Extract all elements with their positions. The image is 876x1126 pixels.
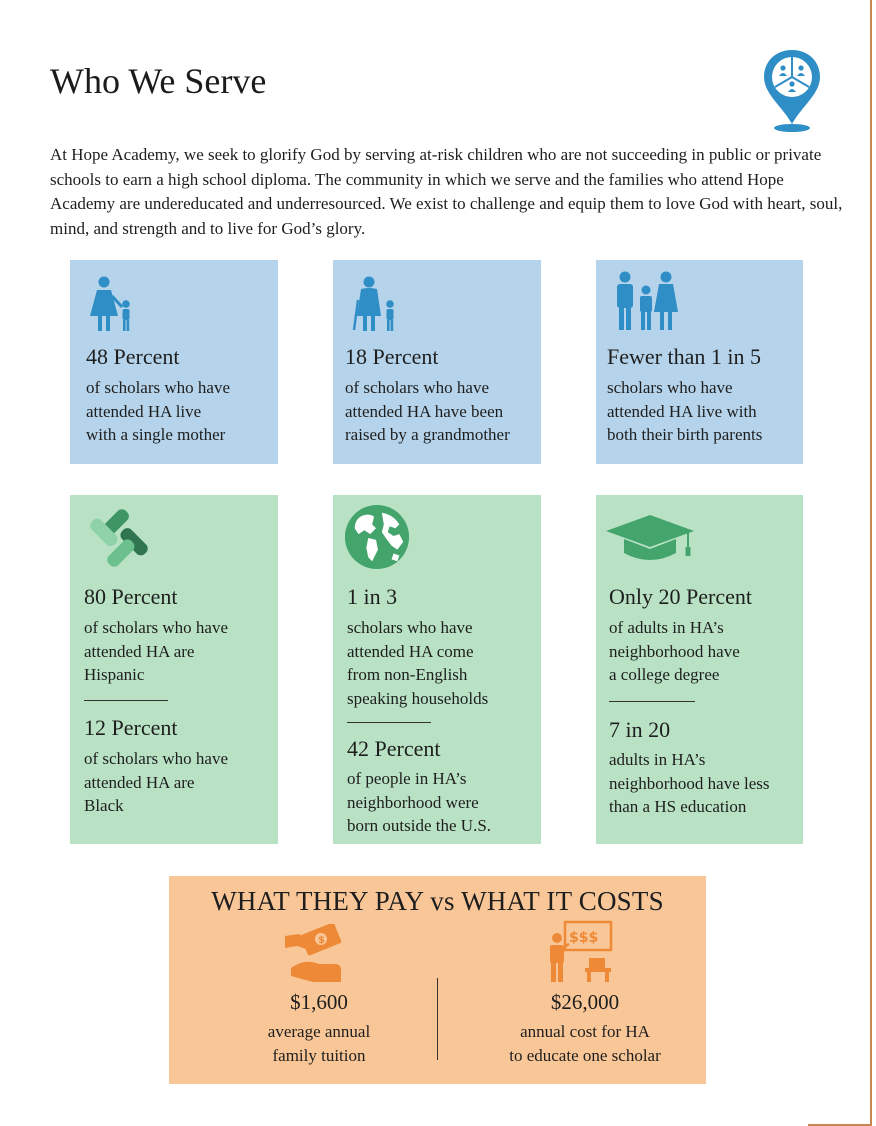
mother-child-icon — [88, 276, 138, 332]
stat-value-secondary: 7 in 20 — [609, 717, 671, 742]
svg-text:$: $ — [318, 935, 325, 946]
stat-value: Fewer than 1 in 5 — [607, 344, 761, 369]
desc-line: raised by a grandmother — [345, 425, 510, 444]
desc-line: to educate one scholar — [509, 1045, 661, 1065]
desc-line: Black — [84, 796, 124, 815]
stat-description — [86, 376, 230, 447]
desc-line: of adults in HA’s — [609, 618, 724, 637]
desc-line: adults in HA’s — [609, 750, 706, 769]
stat-value: Only 20 Percent — [609, 584, 752, 609]
divider — [609, 701, 695, 702]
cost-title: WHAT THEY PAY vs WHAT IT COSTS — [211, 886, 664, 916]
desc-line: neighborhood have less — [609, 773, 770, 793]
graduation-cap-icon — [604, 513, 696, 563]
divider — [347, 722, 431, 723]
cost-divider — [437, 978, 438, 1060]
family-icon — [614, 270, 678, 332]
stat-description — [347, 616, 488, 710]
page-edge-line — [870, 0, 872, 1126]
desc-line: annual cost for HA — [520, 1022, 650, 1041]
page-title: Who We Serve — [50, 61, 267, 101]
hand-money-icon — [283, 924, 347, 986]
desc-line: scholars who have — [347, 618, 473, 637]
stat-description-secondary — [84, 747, 228, 818]
stat-description-secondary — [609, 748, 770, 819]
cost-description — [485, 1020, 685, 1067]
location-pin-community-icon — [760, 46, 824, 136]
tuition-amount: $1,600 — [290, 990, 348, 1014]
svg-text:$$$: $$$ — [569, 930, 599, 946]
tuition-description — [229, 1020, 409, 1067]
desc-line: attended HA have been — [345, 401, 504, 421]
desc-line: attended HA live with — [607, 401, 757, 421]
stat-description-secondary — [347, 767, 491, 838]
diverse-hands-icon — [84, 505, 154, 571]
cost-amount: $26,000 — [550, 990, 620, 1014]
stat-card-single-mother — [70, 260, 278, 464]
intro-paragraph: At Hope Academy, we seek to glorify God by serving at-risk children who are not succeeding in public or private schools to earn a high school diploma. The community in which we serve and the families who attend Hope Academy are undereducated and underresourced. We exist to challenge and equip them to love God with heart, soul, mind, and strength and to live for God’s glory. — [50, 145, 843, 238]
stat-value: 80 Percent — [84, 584, 178, 609]
desc-line: of scholars who have — [84, 618, 228, 637]
desc-line: speaking households — [347, 688, 489, 708]
stat-description — [345, 376, 510, 447]
desc-line: of people in HA’s — [347, 769, 467, 788]
globe-icon — [343, 503, 411, 571]
desc-line: than a HS education — [609, 797, 747, 816]
desc-line: born outside the U.S. — [347, 816, 492, 835]
teacher-board-icon — [545, 920, 615, 984]
desc-line: of scholars who have — [86, 378, 230, 397]
desc-line: from non-English — [347, 665, 468, 684]
divider — [84, 700, 168, 701]
desc-line: attended HA come — [347, 641, 474, 661]
desc-line: of scholars who have — [345, 378, 489, 397]
desc-line: family tuition — [272, 1045, 366, 1065]
stat-description — [607, 376, 762, 447]
stat-value-secondary: 42 Percent — [347, 736, 441, 761]
desc-line: of scholars who have — [84, 749, 228, 768]
desc-line: neighborhood have — [609, 641, 740, 661]
desc-line: average annual — [267, 1022, 371, 1041]
desc-line: scholars who have — [607, 378, 733, 397]
stat-value-secondary: 12 Percent — [84, 715, 178, 740]
desc-line: neighborhood were — [347, 792, 479, 812]
stat-card-ethnicity — [70, 495, 278, 844]
stat-card-birth-parents — [596, 260, 803, 464]
stat-value: 48 Percent — [86, 344, 180, 369]
desc-line: attended HA live — [86, 401, 202, 421]
desc-line: Hispanic — [84, 665, 145, 684]
desc-line: both their birth parents — [607, 425, 763, 444]
stat-description — [84, 616, 228, 687]
desc-line: a college degree — [609, 665, 720, 684]
stat-card-grandmother — [333, 260, 541, 464]
stat-description — [609, 616, 740, 687]
grandmother-child-icon — [351, 276, 401, 332]
stat-card-language — [333, 495, 541, 844]
desc-line: attended HA are — [84, 772, 195, 792]
stat-value: 18 Percent — [345, 344, 439, 369]
cost-comparison-panel — [169, 876, 706, 1084]
desc-line: attended HA are — [84, 641, 195, 661]
desc-line: with a single mother — [86, 425, 226, 444]
stat-value: 1 in 3 — [347, 584, 398, 609]
stat-card-education — [596, 495, 803, 844]
